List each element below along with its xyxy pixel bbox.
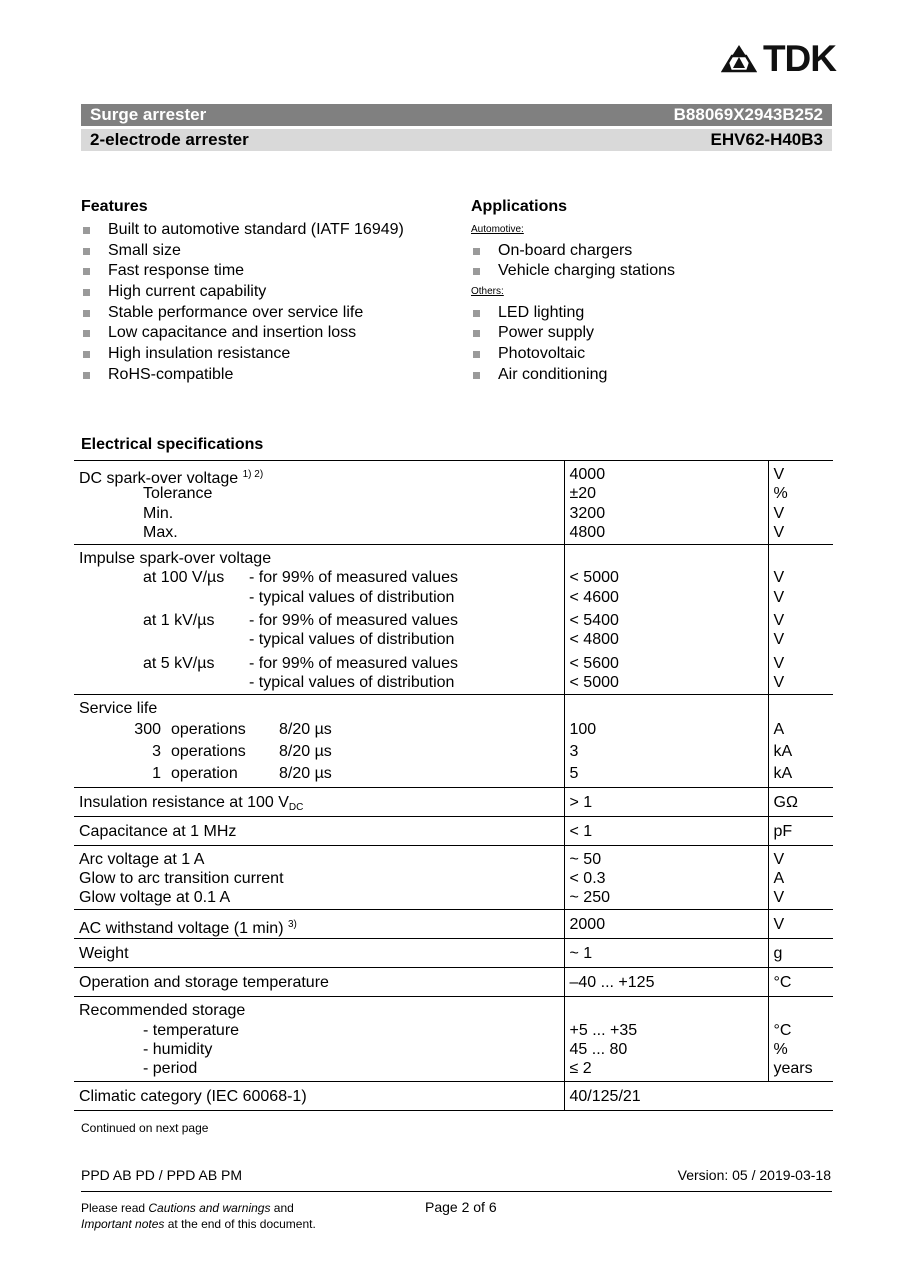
feature-item: High current capability [81, 282, 404, 303]
spec-value-cell: 2000 [564, 910, 768, 939]
spec-label-cell: Climatic category (IEC 60068-1) [74, 1081, 564, 1110]
table-row [74, 545, 833, 695]
spec-unit-cell: GΩ [768, 787, 833, 816]
spec-label-cell: AC withstand voltage (1 min) $^{3)}$ [74, 910, 564, 939]
footer-department: PPD AB PD / PPD AB PM [81, 1167, 243, 1183]
spec-unit-cell: V V V V V V [768, 545, 833, 695]
bullet-icon [83, 248, 90, 255]
spec-value-cell: < 5000 < 4600 < 5400 < 4800 < 5600 < 5000 [564, 545, 768, 695]
footer-note: Please read Cautions and warnings and Important notes at the end of this document. [81, 1201, 316, 1231]
bullet-icon [473, 372, 480, 379]
feature-item: Small size [81, 241, 404, 262]
applications-list [471, 220, 675, 386]
application-item: Air conditioning [471, 365, 675, 386]
bullet-icon [83, 289, 90, 296]
spec-unit-cell: °C [768, 968, 833, 997]
spec-label-cell: Weight [74, 939, 564, 968]
spec-label-cell: Capacitance at 1 MHz [74, 816, 564, 845]
spec-label-cell: Impulse spark-over voltage at 100 V/µs - for 99% of measured values - typical values of distribution at 1 kV/µs - for 99% of measured values - typical values of distribution at 5 kV/µs - for 99% of measured values - typical values of distribution [74, 545, 564, 695]
table-row [74, 787, 833, 816]
table-row [74, 1081, 833, 1110]
spec-table [74, 460, 833, 1111]
feature-item: Fast response time [81, 261, 404, 282]
table-row [74, 461, 833, 545]
spec-value-cell: –40 ... +125 [564, 968, 768, 997]
feature-item: High insulation resistance [81, 344, 404, 365]
application-category-others: Others: [471, 286, 504, 298]
part-number: B88069X2943B252 [673, 105, 823, 124]
features-heading: Features [81, 198, 148, 215]
bullet-icon [83, 330, 90, 337]
spec-value-cell: +5 ... +35 45 ... 80 ≤ 2 [564, 997, 768, 1081]
bullet-icon [473, 248, 480, 255]
spec-unit-cell: A kA kA [768, 695, 833, 787]
application-item: Vehicle charging stations [471, 261, 675, 282]
spec-label-cell: DC spark-over voltage $^{1) 2)}$ Tolerance Min. Max. [74, 461, 564, 545]
product-subtype: 2-electrode arrester [90, 130, 249, 149]
spec-unit-cell: V [768, 910, 833, 939]
spec-value-cell: ~ 50 < 0.3 ~ 250 [564, 845, 768, 910]
feature-item: Stable performance over service life [81, 303, 404, 324]
application-item: LED lighting [471, 303, 675, 324]
application-category-automotive: Automotive: [471, 224, 524, 235]
spec-value-cell: 4000 ±20 3200 4800 [564, 461, 768, 545]
bullet-icon [473, 310, 480, 317]
spec-value-cell: ~ 1 [564, 939, 768, 968]
subtype-header-bar [81, 129, 832, 151]
bullet-icon [83, 227, 90, 234]
table-row [74, 939, 833, 968]
feature-item: RoHS-compatible [81, 365, 404, 386]
bullet-icon [473, 351, 480, 358]
feature-item: Built to automotive standard (IATF 16949) [81, 220, 404, 241]
bullet-icon [473, 330, 480, 337]
tdk-logo-text: TDK [762, 38, 836, 79]
spec-unit-cell: g [768, 939, 833, 968]
spec-heading: Electrical specifications [81, 436, 264, 453]
page-number: Page 2 of 6 [425, 1199, 497, 1215]
applications-heading: Applications [471, 198, 568, 215]
bullet-icon [83, 310, 90, 317]
spec-label-cell: Arc voltage at 1 A Glow to arc transition current Glow voltage at 0.1 A [74, 845, 564, 910]
spec-unit-cell: V % V V [768, 461, 833, 545]
spec-value-cell: 40/125/21 [564, 1081, 833, 1110]
bullet-icon [83, 372, 90, 379]
feature-item: Low capacitance and insertion loss [81, 323, 404, 344]
application-item: Power supply [471, 323, 675, 344]
bullet-icon [83, 268, 90, 275]
table-row [74, 695, 833, 787]
spec-unit-cell: V A V [768, 845, 833, 910]
table-row [74, 968, 833, 997]
tdk-logo [721, 40, 836, 77]
model-number: EHV62-H40B3 [710, 130, 823, 149]
product-header-bar [81, 104, 832, 126]
product-type: Surge arrester [90, 105, 207, 124]
footer-divider [81, 1191, 832, 1192]
table-row [74, 816, 833, 845]
spec-label-cell: Insulation resistance at 100 $V_{DC}$ [74, 787, 564, 816]
table-row [74, 997, 833, 1081]
tdk-emblem-icon [721, 44, 757, 74]
features-list [81, 220, 404, 386]
spec-label-cell: Service life 300 operations 8/20 µs 3 operations 8/20 µs 1 operation 8/20 µs [74, 695, 564, 787]
bullet-icon [473, 268, 480, 275]
application-item: Photovoltaic [471, 344, 675, 365]
continued-note: Continued on next page [81, 1121, 209, 1135]
spec-value-cell: 100 3 5 [564, 695, 768, 787]
spec-label-cell: Recommended storage - temperature - humidity - period [74, 997, 564, 1081]
footer-version: Version: 05 / 2019-03-18 [677, 1167, 831, 1183]
spec-unit-cell: pF [768, 816, 833, 845]
spec-value-cell: > 1 [564, 787, 768, 816]
table-row [74, 910, 833, 939]
application-item: On-board chargers [471, 241, 675, 262]
table-row [74, 845, 833, 910]
spec-unit-cell: °C % years [768, 997, 833, 1081]
spec-label-cell: Operation and storage temperature [74, 968, 564, 997]
spec-value-cell: < 1 [564, 816, 768, 845]
bullet-icon [83, 351, 90, 358]
